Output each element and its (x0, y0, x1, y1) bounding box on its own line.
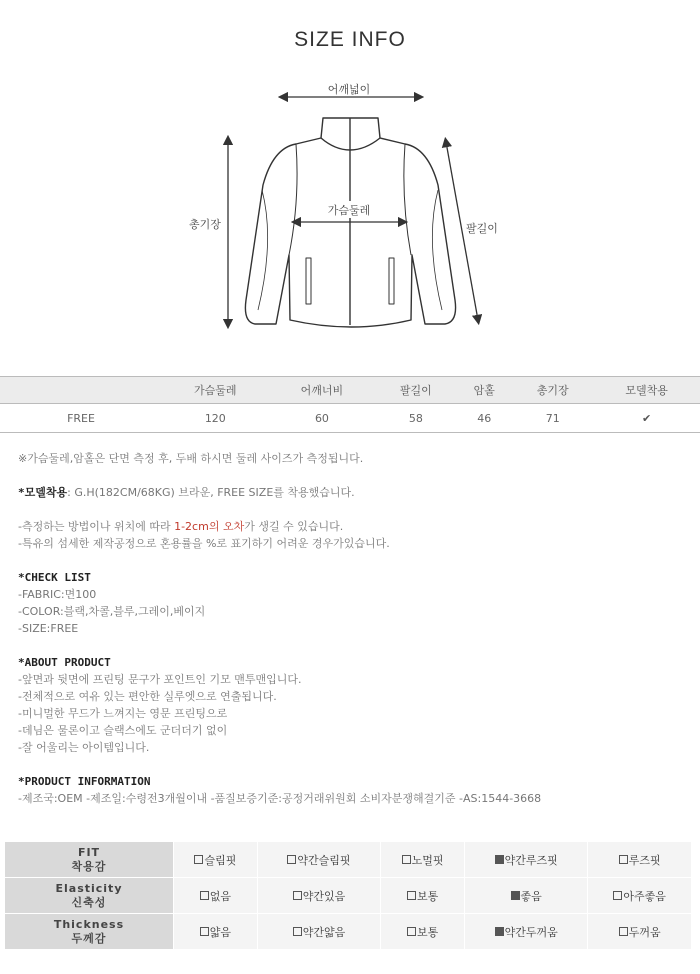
size-table-header (0, 377, 700, 404)
fabric-note: -특유의 섬세한 제작공정으로 혼용률을 %로 표기하기 어려운 경우가있습니다. (18, 537, 390, 550)
sleeve-cell: 58 (375, 404, 456, 433)
list-item: -SIZE:FREE (18, 622, 79, 635)
elasticity-row (5, 878, 692, 914)
table-row (0, 404, 700, 433)
thickness-option: 약간두꺼움 (464, 914, 587, 950)
checkbox-icon (293, 927, 302, 936)
product-notes (18, 450, 688, 807)
fit-option: 노멀핏 (381, 842, 465, 878)
thickness-option: 두꺼움 (588, 914, 692, 950)
checkmark-icon: ✔ (593, 404, 700, 433)
measure-note: ※가슴둘레,암홀은 단면 측정 후, 두배 하시면 둘레 사이즈가 측정됩니다. (18, 452, 364, 465)
checkbox-icon (200, 891, 209, 900)
thickness-option: 얇음 (174, 914, 258, 950)
list-item: -FABRIC:면100 (18, 588, 97, 601)
elasticity-option: 좋음 (464, 878, 587, 914)
header-shoulder: 어깨너비 (269, 377, 376, 404)
check-list-heading: *CHECK LIST (18, 571, 91, 584)
fit-option: 약간루즈핏 (464, 842, 587, 878)
fit-row-header: FIT 착용감 (5, 842, 174, 878)
length-label: 총기장 (189, 218, 221, 231)
thickness-row-header: Thickness 두께감 (5, 914, 174, 950)
checkbox-icon (407, 891, 416, 900)
checkbox-icon (619, 855, 628, 864)
fit-table (4, 841, 692, 950)
checkbox-icon (293, 891, 302, 900)
header-chest: 가슴둘레 (162, 377, 269, 404)
chest-cell: 120 (162, 404, 269, 433)
checked-box-icon (495, 855, 504, 864)
header-model: 모델착용 (593, 377, 700, 404)
error-note: -측정하는 방법이나 위치에 따라 1-2cm의 오차가 생길 수 있습니다. (18, 520, 344, 533)
checkbox-icon (287, 855, 296, 864)
chest-label: 가슴둘레 (327, 204, 371, 217)
list-item: -COLOR:블랙,차콜,블루,그레이,베이지 (18, 605, 206, 618)
header-length: 총기장 (512, 377, 593, 404)
elasticity-option: 아주좋음 (588, 878, 692, 914)
list-item: -전체적으로 여유 있는 편안한 실루엣으로 연출됩니다. (18, 690, 277, 703)
size-table (0, 376, 700, 433)
checkbox-icon (200, 927, 209, 936)
list-item: -잘 어울리는 아이템입니다. (18, 741, 150, 754)
model-note (18, 484, 688, 501)
header-sleeve: 팔길이 (375, 377, 456, 404)
list-item: -데님은 물론이고 슬랙스에도 군더더기 없이 (18, 724, 228, 737)
fit-option: 슬림핏 (174, 842, 258, 878)
sleeve-label: 팔길이 (466, 222, 498, 235)
about-product-heading: *ABOUT PRODUCT (18, 656, 111, 669)
thickness-row (5, 914, 692, 950)
fit-option: 약간슬림핏 (257, 842, 380, 878)
elasticity-row-header: Elasticity 신축성 (5, 878, 174, 914)
product-information-heading: *PRODUCT INFORMATION (18, 775, 151, 788)
list-item: -미니멀한 무드가 느껴지는 영문 프린팅으로 (18, 707, 228, 720)
thickness-option: 보통 (381, 914, 465, 950)
elasticity-option: 약간있음 (257, 878, 380, 914)
armhole-cell: 46 (456, 404, 512, 433)
product-information-text: -제조국:OEM -제조일:수령전3개월이내 -품질보증기준:공정거래위원회 소비자분쟁해결기준 -AS:1544-3668 (18, 792, 542, 805)
error-highlight: 1-2cm의 오차 (174, 520, 245, 533)
model-heading: *모델착용 (18, 486, 68, 499)
shoulder-cell: 60 (269, 404, 376, 433)
header-armhole: 암홀 (456, 377, 512, 404)
checked-box-icon (495, 927, 504, 936)
checked-box-icon (511, 891, 520, 900)
shoulder-label: 어깨넓이 (327, 83, 371, 96)
checkbox-icon (407, 927, 416, 936)
elasticity-option: 보통 (381, 878, 465, 914)
elasticity-option: 없음 (174, 878, 258, 914)
thickness-option: 약간얇음 (257, 914, 380, 950)
page-title: SIZE INFO (294, 28, 406, 51)
checkbox-icon (613, 891, 622, 900)
fit-row (5, 842, 692, 878)
length-cell: 71 (512, 404, 593, 433)
header-blank (0, 377, 162, 404)
jacket-size-diagram (0, 70, 700, 370)
list-item: -앞면과 뒷면에 프린팅 문구가 포인트인 기모 맨투맨입니다. (18, 673, 302, 686)
size-cell: FREE (0, 404, 162, 433)
checkbox-icon (402, 855, 411, 864)
fit-option: 루즈핏 (588, 842, 692, 878)
checkbox-icon (619, 927, 628, 936)
checkbox-icon (194, 855, 203, 864)
model-text: : G.H(182CM/68KG) 브라운, FREE SIZE를 착용했습니다. (67, 486, 355, 499)
